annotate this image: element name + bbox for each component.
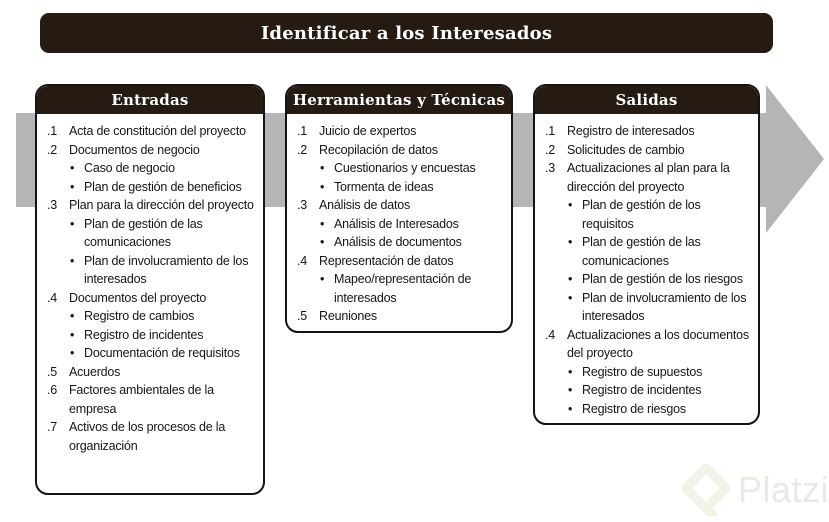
sub-item-text: Plan de gestión de las comunicaciones xyxy=(582,235,701,268)
item-text: Plan para la dirección del proyecto xyxy=(69,198,254,212)
bullet-glyph: • xyxy=(320,216,325,231)
item-number: .3 xyxy=(545,161,556,175)
sub-list-item xyxy=(70,215,259,252)
sub-list-item xyxy=(320,270,507,307)
sub-item-text: Mapeo/representación de interesados xyxy=(334,272,472,305)
item-number: .5 xyxy=(297,309,308,323)
sub-item-text: Tormenta de ideas xyxy=(334,179,434,194)
sub-item-text: Caso de negocio xyxy=(84,161,175,175)
sub-list-item xyxy=(70,326,259,345)
watermark-brand-text: Platzi xyxy=(738,469,829,510)
bullet-glyph: • xyxy=(568,383,573,397)
sub-item-text: Plan de gestión de beneficios xyxy=(84,179,242,194)
sub-item-text: Cuestionarios y encuestas xyxy=(334,161,476,175)
item-number: .5 xyxy=(47,364,58,379)
item-text: Actualizaciones al plan para la dirección del proyecto xyxy=(567,161,730,194)
item-text: Juicio de expertos xyxy=(319,124,417,138)
list-item xyxy=(47,122,259,141)
sub-list-item xyxy=(70,307,259,326)
process-title-bar xyxy=(40,13,773,53)
list-item xyxy=(47,381,259,418)
item-text: Recopilación de datos xyxy=(319,142,438,157)
sub-list-item xyxy=(568,289,754,326)
bullet-glyph: • xyxy=(320,179,325,194)
entradas-list xyxy=(37,114,263,459)
item-text: Registro de interesados xyxy=(567,124,695,138)
list-item xyxy=(47,418,259,455)
item-number: .2 xyxy=(297,142,308,157)
item-number: .7 xyxy=(47,420,58,434)
sub-list-item xyxy=(320,215,507,234)
list-item xyxy=(47,196,259,215)
item-text: Actualizaciones a los documentos del proyecto xyxy=(567,327,749,360)
list-item xyxy=(545,159,754,196)
salidas-header: Salidas xyxy=(535,86,758,114)
bullet-glyph: • xyxy=(568,364,573,379)
item-text: Solicitudes de cambio xyxy=(567,142,685,157)
sub-list-item xyxy=(70,178,259,197)
entradas-header: Entradas xyxy=(37,86,263,114)
bullet-glyph: • xyxy=(568,198,573,212)
sub-item-text: Plan de gestión de los riesgos xyxy=(582,272,743,286)
sub-item-text: Registro de riesgos xyxy=(582,401,686,416)
bullet-glyph: • xyxy=(568,235,573,249)
sub-item-text: Registro de incidentes xyxy=(582,383,702,397)
list-item xyxy=(297,122,507,141)
sub-list-item xyxy=(70,159,259,178)
item-number: .4 xyxy=(297,253,308,268)
list-item xyxy=(47,141,259,160)
item-text: Documentos de negocio xyxy=(69,142,200,157)
bullet-glyph: • xyxy=(568,272,573,286)
bullet-glyph: • xyxy=(70,161,75,175)
item-number: .1 xyxy=(297,124,308,138)
sub-list-item xyxy=(320,178,507,197)
sub-item-text: Registro de cambios xyxy=(84,309,195,323)
sub-list-item xyxy=(70,252,259,289)
item-text: Acuerdos xyxy=(69,364,121,379)
sub-list-item xyxy=(568,196,754,233)
list-item xyxy=(545,122,754,141)
list-item xyxy=(47,289,259,308)
item-text: Análisis de datos xyxy=(319,198,411,212)
item-number: .3 xyxy=(297,198,308,212)
item-text: Representación de datos xyxy=(319,253,454,268)
item-number: .2 xyxy=(545,142,556,157)
herramientas-header: Herramientas y Técnicas xyxy=(287,86,511,114)
item-number: .6 xyxy=(47,383,58,397)
bullet-glyph: • xyxy=(70,346,75,360)
sub-list-item xyxy=(70,344,259,363)
bullet-glyph: • xyxy=(70,253,75,268)
sub-item-text: Análisis de Interesados xyxy=(334,216,459,231)
item-text: Reuniones xyxy=(319,309,377,323)
sub-list-item xyxy=(568,233,754,270)
bullet-glyph: • xyxy=(320,235,325,249)
list-item xyxy=(47,363,259,382)
sub-list-item xyxy=(320,159,507,178)
list-item xyxy=(545,141,754,160)
process-title: Identificar a los Interesados xyxy=(260,22,553,44)
item-number: .1 xyxy=(47,124,58,138)
sub-item-text: Documentación de requisitos xyxy=(84,346,240,360)
item-number: .3 xyxy=(47,198,58,212)
sub-item-text: Plan de gestión de los requisitos xyxy=(582,198,701,231)
sub-list-item xyxy=(320,233,507,252)
item-number: .4 xyxy=(545,327,556,342)
item-text: Factores ambientales de la empresa xyxy=(69,383,214,416)
sub-item-text: Plan de involucramiento de los interesados xyxy=(582,290,747,323)
bullet-glyph: • xyxy=(568,401,573,416)
list-item xyxy=(297,196,507,215)
sub-item-text: Registro de supuestos xyxy=(582,364,703,379)
item-text: Documentos del proyecto xyxy=(69,290,207,305)
list-item xyxy=(297,252,507,271)
sub-list-item xyxy=(568,400,754,419)
bullet-glyph: • xyxy=(320,161,325,175)
sub-item-text: Plan de involucramiento de los interesados xyxy=(84,253,249,286)
sub-item-text: Plan de gestión de las comunicaciones xyxy=(84,216,203,249)
bullet-glyph: • xyxy=(70,179,75,194)
entradas-box xyxy=(35,84,265,495)
item-text: Acta de constitución del proyecto xyxy=(69,124,246,138)
sub-list-item xyxy=(568,363,754,382)
salidas-box xyxy=(533,84,760,425)
platzi-logo-icon xyxy=(682,464,730,516)
item-text: Activos de los procesos de la organización xyxy=(69,420,226,453)
sub-list-item xyxy=(568,270,754,289)
bullet-glyph: • xyxy=(70,309,75,323)
list-item xyxy=(545,326,754,363)
sub-item-text: Registro de incidentes xyxy=(84,327,204,342)
list-item xyxy=(297,307,507,326)
herramientas-list xyxy=(287,114,511,330)
item-number: .4 xyxy=(47,290,58,305)
item-number: .1 xyxy=(545,124,556,138)
item-number: .2 xyxy=(47,142,58,157)
herramientas-box xyxy=(285,84,513,333)
bullet-glyph: • xyxy=(320,272,325,286)
bullet-glyph: • xyxy=(568,290,573,305)
bullet-glyph: • xyxy=(70,216,75,231)
salidas-list xyxy=(535,114,758,422)
sub-list-item xyxy=(568,381,754,400)
list-item xyxy=(297,141,507,160)
bullet-glyph: • xyxy=(70,327,75,342)
sub-item-text: Análisis de documentos xyxy=(334,235,462,249)
watermark xyxy=(682,464,829,516)
